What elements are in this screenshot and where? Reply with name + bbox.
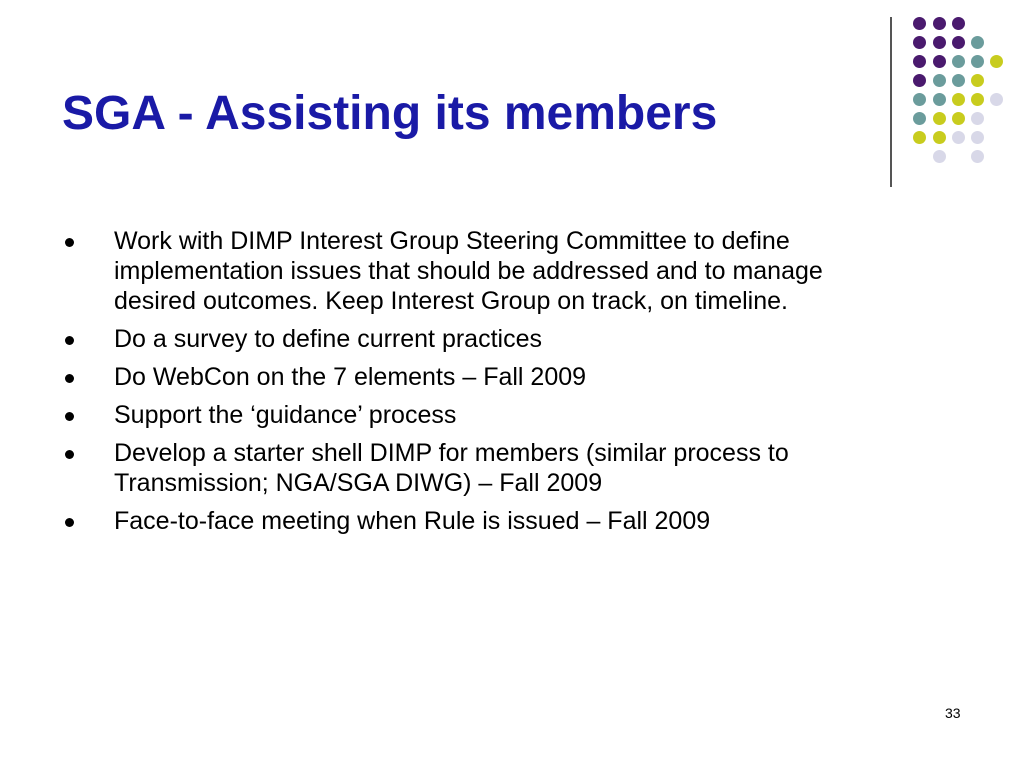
- decorative-dot: [952, 55, 965, 68]
- decorative-dot: [952, 36, 965, 49]
- bullet-icon: [65, 238, 74, 247]
- decorative-dot: [933, 55, 946, 68]
- bullet-item: [62, 506, 902, 536]
- bullet-icon: [65, 412, 74, 421]
- bullet-list: [62, 226, 902, 544]
- decorative-dot: [913, 55, 926, 68]
- bullet-text: Do WebCon on the 7 elements – Fall 2009: [114, 363, 587, 391]
- bullet-text: Do a survey to define current practices: [114, 325, 542, 353]
- bullet-item: [62, 226, 902, 316]
- bullet-text: Develop a starter shell DIMP for members (similar process to Transmission; NGA/SGA DIWG) – Fall 2009: [114, 439, 789, 497]
- bullet-icon: [65, 450, 74, 459]
- bullet-text: Support the ‘guidance’ process: [114, 401, 457, 429]
- decorative-dot: [933, 74, 946, 87]
- decorative-dot: [971, 112, 984, 125]
- bullet-item: [62, 400, 902, 430]
- bullet-icon: [65, 374, 74, 383]
- decorative-dot: [971, 36, 984, 49]
- bullet-text: Face-to-face meeting when Rule is issued – Fall 2009: [114, 507, 711, 535]
- bullet-item: [62, 324, 902, 354]
- page-number: 33: [945, 705, 961, 721]
- bullet-icon: [65, 518, 74, 527]
- decorative-dot: [933, 93, 946, 106]
- decorative-dot: [913, 17, 926, 30]
- decorative-dot: [913, 93, 926, 106]
- decorative-dot: [990, 93, 1003, 106]
- decorative-dot: [971, 74, 984, 87]
- decorative-dot-grid: [900, 0, 1010, 170]
- decorative-dot: [952, 112, 965, 125]
- decorative-dot: [990, 55, 1003, 68]
- decorative-dot: [933, 131, 946, 144]
- decorative-dot: [971, 131, 984, 144]
- decorative-dot: [933, 36, 946, 49]
- decorative-dot: [952, 74, 965, 87]
- decorative-dot: [971, 150, 984, 163]
- decorative-dot: [933, 17, 946, 30]
- decorative-dot: [952, 93, 965, 106]
- bullet-text: Work with DIMP Interest Group Steering Committee to define implementation issues that should be addressed and to manage desired outcomes. Keep Interest Group on track, on timeline.: [114, 227, 823, 315]
- decorative-dot: [952, 131, 965, 144]
- bullet-item: [62, 362, 902, 392]
- decorative-dot: [933, 150, 946, 163]
- bullet-icon: [65, 336, 74, 345]
- decorative-dot: [913, 36, 926, 49]
- slide-title: SGA - Assisting its members: [62, 87, 718, 140]
- decorative-dot: [971, 55, 984, 68]
- decorative-dot: [971, 93, 984, 106]
- bullet-item: [62, 438, 902, 498]
- decorative-dot: [913, 112, 926, 125]
- decorative-dot: [952, 17, 965, 30]
- decorative-dot: [933, 112, 946, 125]
- vertical-divider: [890, 17, 892, 187]
- decorative-dot: [913, 131, 926, 144]
- decorative-dot: [913, 74, 926, 87]
